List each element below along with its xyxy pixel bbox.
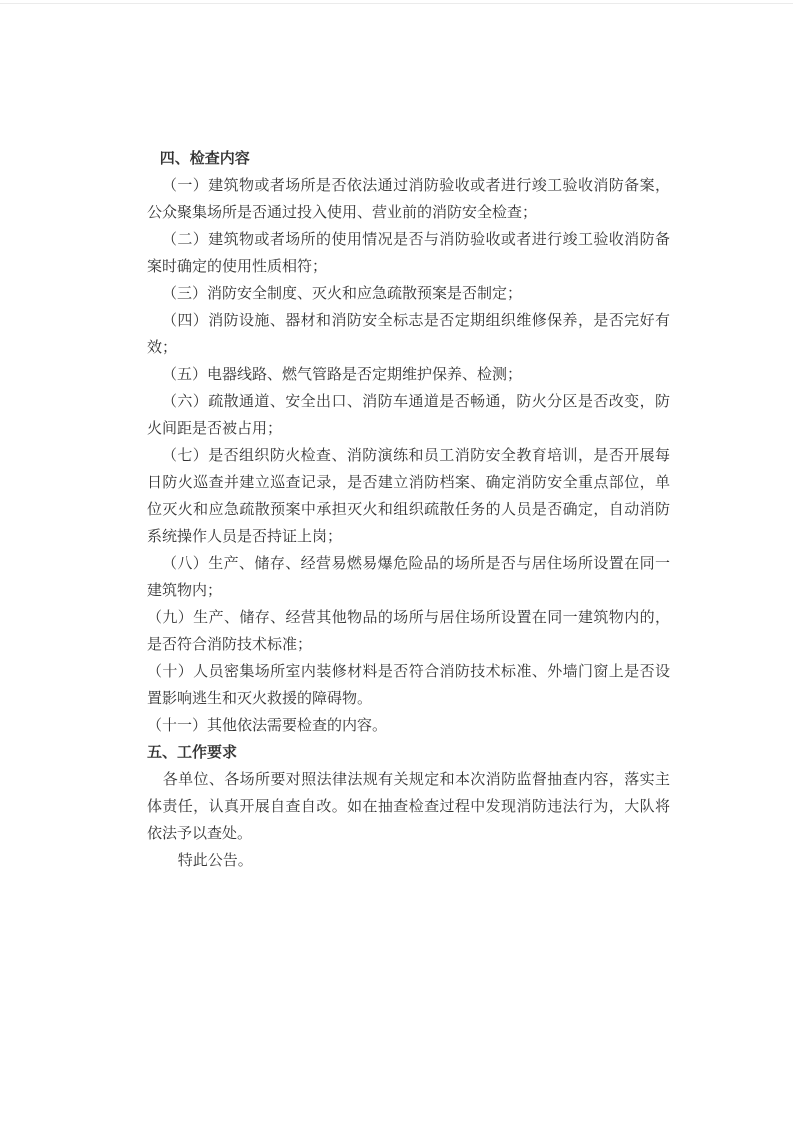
list-item: （七）是否组织防火检查、消防演练和员工消防安全教育培训，是否开展每日防火巡查并建立巡查记录，是否建立消防档案、确定消防安全重点部位，单位灭火和应急疏散预案中承担灭火和组织疏散任务的人员是否确定，自动消防系统操作人员是否持证上岗； [147,447,670,545]
list-item: （五）电器线路、燃气管路是否定期维护保养、检测； [162,366,523,383]
list-item: （三）消防安全制度、灭火和应急疏散预案是否制定； [162,285,523,302]
list-item: （十一）其他依法需要检查的内容。 [147,717,388,734]
section-heading: 四、检查内容 [159,150,250,167]
list-item: （十）人员密集场所室内装修材料是否符合消防技术标准、外墙门窗上是否设置影响逃生和灭火救援的障碍物。 [147,663,670,707]
list-item: （六）疏散通道、安全出口、消防车通道是否畅通，防火分区是否改变，防火间距是否被占用； [147,393,670,437]
list-item: （九）生产、储存、经营其他物品的场所与居住场所设置在同一建筑物内的，是否符合消防技术标准； [147,609,670,653]
section-heading: 五、工作要求 [147,744,238,761]
list-item: （四）消防设施、器材和消防安全标志是否定期组织维修保养，是否完好有效； [147,312,670,356]
paragraph: 各单位、各场所要对照法律法规有关规定和本次消防监督抽查内容，落实主体责任，认真开展自查自改。如在抽查检查过程中发现消防违法行为，大队将依法予以查处。 [147,771,670,842]
list-item: （八）生产、储存、经营易燃易爆危险品的场所是否与居住场所设置在同一建筑物内； [147,555,670,599]
page-top-divider [0,3,793,4]
list-item: （一）建筑物或者场所是否依法通过消防验收或者进行竣工验收消防备案，公众聚集场所是否通过投入使用、营业前的消防安全检查； [147,177,670,221]
closing-line: 特此公告。 [177,852,253,869]
document-content [147,145,670,874]
list-item: （二）建筑物或者场所的使用情况是否与消防验收或者进行竣工验收消防备案时确定的使用性质相符； [147,231,670,275]
